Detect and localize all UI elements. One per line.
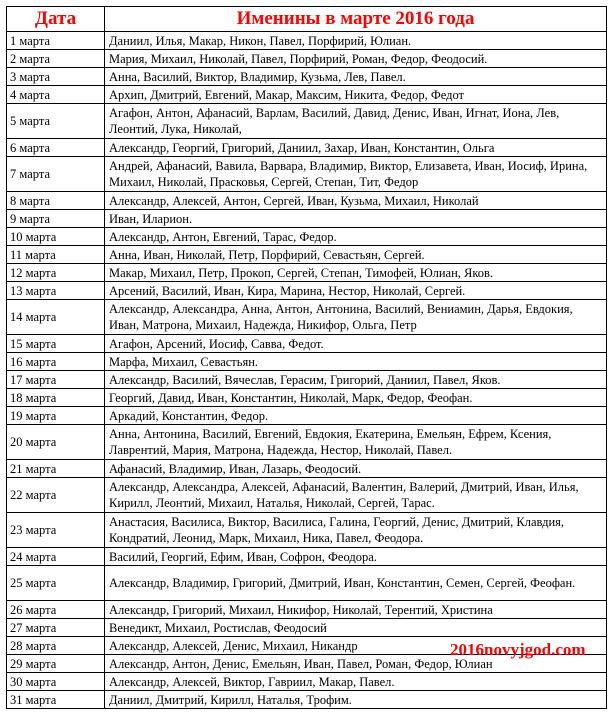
table-row xyxy=(7,32,607,50)
date-column-header: Дата xyxy=(7,7,105,32)
names-cell: Архип, Дмитрий, Евгений, Макар, Максим, Никита, Федор, Федот xyxy=(105,86,607,104)
date-cell: 18 марта xyxy=(7,389,105,407)
names-cell: Василий, Георгий, Ефим, Иван, Софрон, Феодора. xyxy=(105,548,607,566)
names-cell: Анна, Василий, Виктор, Владимир, Кузьма, Лев, Павел. xyxy=(105,68,607,86)
date-cell: 17 марта xyxy=(7,371,105,389)
names-cell: Александр, Александра, Анна, Антон, Антонина, Василий, Вениамин, Дарья, Евдокия, Иван, Матрона, Михаил, Надежда, Никифор, Ольга, Петр xyxy=(105,300,607,335)
date-cell: 23 марта xyxy=(7,513,105,548)
date-cell: 12 марта xyxy=(7,264,105,282)
table-row xyxy=(7,157,607,192)
table-row xyxy=(7,192,607,210)
names-cell: Иван, Иларион. xyxy=(105,210,607,228)
names-cell: Анастасия, Василиса, Виктор, Василиса, Галина, Георгий, Денис, Дмитрий, Клавдия, Кондратий, Леонид, Марк, Михаил, Ника, Павел, Феодора. xyxy=(105,513,607,548)
names-cell: Макар, Михаил, Петр, Прокоп, Сергей, Степан, Тимофей, Юлиан, Яков. xyxy=(105,264,607,282)
names-cell: Марфа, Михаил, Севастьян. xyxy=(105,353,607,371)
names-cell: Александр, Владимир, Григорий, Дмитрий, Иван, Константин, Семен, Сергей, Феофан. xyxy=(105,566,607,601)
table-row xyxy=(7,139,607,157)
date-cell: 13 марта xyxy=(7,282,105,300)
table-row xyxy=(7,371,607,389)
names-cell: Александр, Григорий, Михаил, Никифор, Николай, Терентий, Христина xyxy=(105,601,607,619)
table-row xyxy=(7,389,607,407)
names-cell: Даниил, Илья, Макар, Никон, Павел, Порфирий, Юлиан. xyxy=(105,32,607,50)
date-cell: 1 марта xyxy=(7,32,105,50)
date-cell: 15 марта xyxy=(7,335,105,353)
table-body xyxy=(7,32,607,709)
table-row xyxy=(7,566,607,601)
table-row xyxy=(7,425,607,460)
names-cell: Александр, Алексей, Виктор, Гавриил, Макар, Павел. xyxy=(105,673,607,691)
names-cell: Даниил, Дмитрий, Кирилл, Наталья, Трофим. xyxy=(105,691,607,709)
names-cell: Агафон, Антон, Афанасий, Варлам, Василий, Давид, Денис, Иван, Игнат, Иона, Лев, Леонтий, Лука, Николай, xyxy=(105,104,607,139)
table-row xyxy=(7,335,607,353)
site-watermark: 2016novyjgod.com xyxy=(450,640,586,659)
table-row xyxy=(7,68,607,86)
table-row xyxy=(7,460,607,478)
names-cell: Анна, Антонина, Василий, Евгений, Евдокия, Екатерина, Емельян, Ефрем, Ксения, Лаврентий, Мария, Матрона, Надежда, Нестор, Николай, Павел. xyxy=(105,425,607,460)
table-row xyxy=(7,548,607,566)
names-cell: Александр, Александра, Алексей, Афанасий, Валентин, Валерий, Дмитрий, Иван, Илья, Кирилл, Леонтий, Михаил, Наталья, Николай, Сергей, Тарас. xyxy=(105,478,607,513)
date-cell: 21 марта xyxy=(7,460,105,478)
names-cell: Анна, Иван, Николай, Петр, Порфирий, Севастьян, Сергей. xyxy=(105,246,607,264)
date-cell: 9 марта xyxy=(7,210,105,228)
names-cell: Александр, Георгий, Григорий, Даниил, Захар, Иван, Константин, Ольга xyxy=(105,139,607,157)
table-row xyxy=(7,104,607,139)
table-row xyxy=(7,228,607,246)
name-days-table xyxy=(6,6,607,709)
names-cell: Александр, Антон, Евгений, Тарас, Федор. xyxy=(105,228,607,246)
date-cell: 14 марта xyxy=(7,300,105,335)
date-cell: 16 марта xyxy=(7,353,105,371)
table-row xyxy=(7,513,607,548)
date-cell: 25 марта xyxy=(7,566,105,601)
names-cell: Георгий, Давид, Иван, Константин, Николай, Марк, Федор, Феофан. xyxy=(105,389,607,407)
names-cell: Александр, Алексей, Антон, Сергей, Иван, Кузьма, Михаил, Николай xyxy=(105,192,607,210)
names-cell: Агафон, Арсений, Иосиф, Савва, Федот. xyxy=(105,335,607,353)
date-cell: 27 марта xyxy=(7,619,105,637)
table-row xyxy=(7,50,607,68)
table-row xyxy=(7,407,607,425)
table-row xyxy=(7,673,607,691)
names-cell: Афанасий, Владимир, Иван, Лазарь, Феодосий. xyxy=(105,460,607,478)
names-cell: Аркадий, Константин, Федор. xyxy=(105,407,607,425)
date-cell: 31 марта xyxy=(7,691,105,709)
names-column-header: Именины в марте 2016 года xyxy=(105,7,607,32)
table-row xyxy=(7,691,607,709)
table-row xyxy=(7,619,607,637)
table-row xyxy=(7,478,607,513)
table-row xyxy=(7,282,607,300)
names-cell: Александр, Антон, Денис, Емельян, Иван, Павел, Роман, Федор, Юлиан xyxy=(105,655,607,673)
date-cell: 2 марта xyxy=(7,50,105,68)
table-row xyxy=(7,86,607,104)
date-cell: 19 марта xyxy=(7,407,105,425)
date-cell: 4 марта xyxy=(7,86,105,104)
table-row xyxy=(7,300,607,335)
names-cell: Мария, Михаил, Николай, Павел, Порфирий, Роман, Федор, Феодосий. xyxy=(105,50,607,68)
names-cell: Андрей, Афанасий, Вавила, Варвара, Владимир, Виктор, Елизавета, Иван, Иосиф, Ирина, Михаил, Николай, Прасковья, Сергей, Степан, Тит, Федор xyxy=(105,157,607,192)
table-row xyxy=(7,353,607,371)
table-row xyxy=(7,601,607,619)
date-cell: 26 марта xyxy=(7,601,105,619)
date-cell: 20 марта xyxy=(7,425,105,460)
date-cell: 22 марта xyxy=(7,478,105,513)
date-cell: 30 марта xyxy=(7,673,105,691)
table-row xyxy=(7,246,607,264)
names-cell: Венедикт, Михаил, Ростислав, Феодосий xyxy=(105,619,607,637)
date-cell: 5 марта xyxy=(7,104,105,139)
table-row xyxy=(7,264,607,282)
names-cell: Александр, Алексей, Денис, Михаил, Никандр xyxy=(105,637,607,655)
date-cell: 24 марта xyxy=(7,548,105,566)
date-cell: 11 марта xyxy=(7,246,105,264)
date-cell: 3 марта xyxy=(7,68,105,86)
date-cell: 8 марта xyxy=(7,192,105,210)
names-cell: Александр, Василий, Вячеслав, Герасим, Григорий, Даниил, Павел, Яков. xyxy=(105,371,607,389)
date-cell: 7 марта xyxy=(7,157,105,192)
names-cell: Арсений, Василий, Иван, Кира, Марина, Нестор, Николай, Сергей. xyxy=(105,282,607,300)
date-cell: 10 марта xyxy=(7,228,105,246)
date-cell: 28 марта xyxy=(7,637,105,655)
date-cell: 29 марта xyxy=(7,655,105,673)
table-row xyxy=(7,210,607,228)
table-header-row xyxy=(7,7,607,32)
date-cell: 6 марта xyxy=(7,139,105,157)
